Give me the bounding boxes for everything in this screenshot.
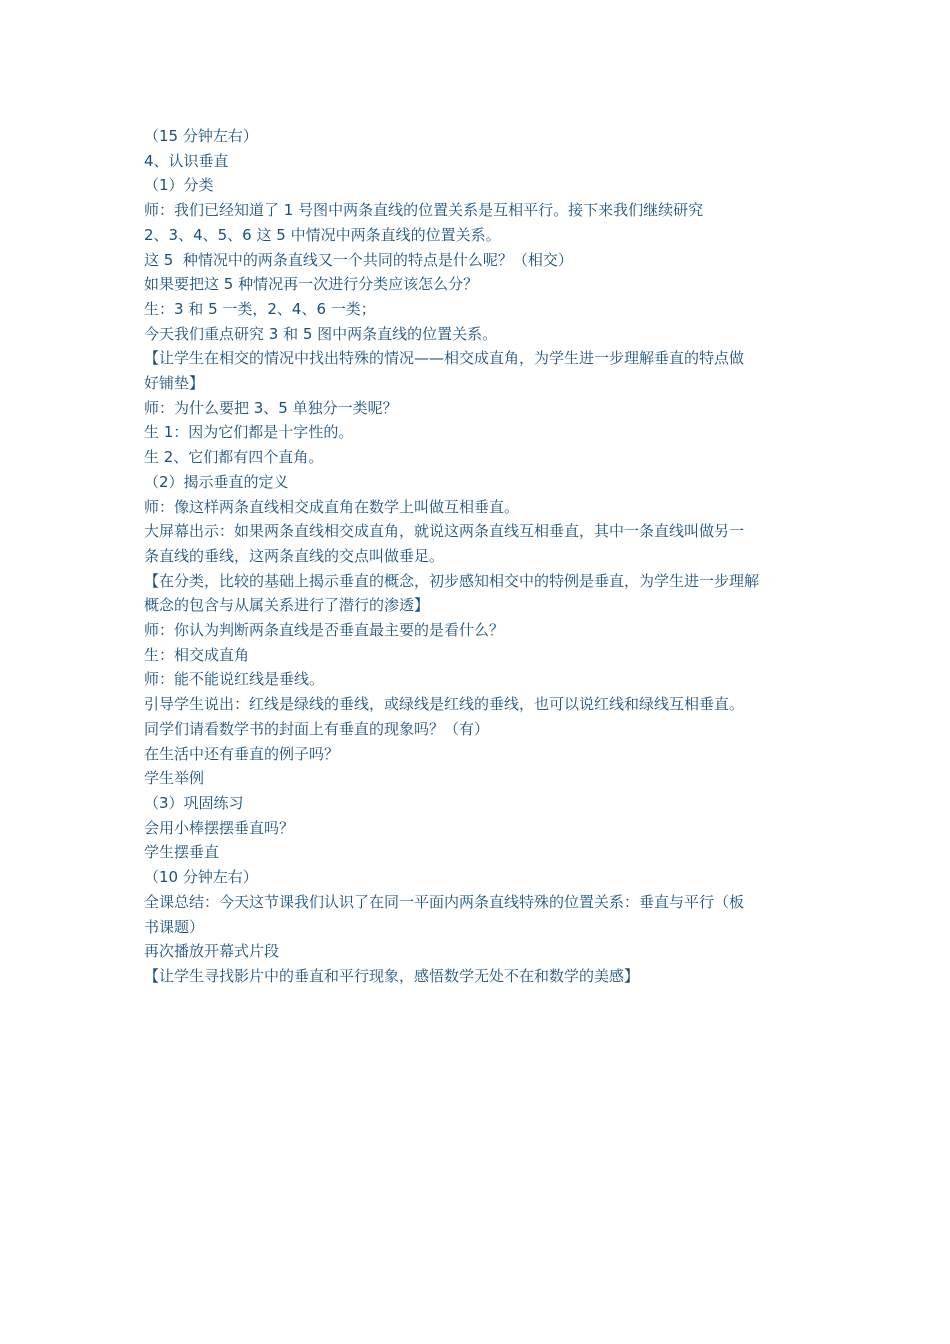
- paragraph-line: 生：相交成直角: [144, 645, 250, 664]
- design-note-line: 概念的包含与从属关系进行了潜行的渗透】: [144, 596, 430, 615]
- design-note-line: 【在分类，比较的基础上揭示垂直的概念，初步感知相交中的特例是垂直，为学生进一步理解: [144, 571, 760, 590]
- design-note-line: 【让学生在相交的情况中找出特殊的情况——相交成直角，为学生进一步理解垂直的特点做: [144, 349, 745, 368]
- paragraph-line: 师：为什么要把 3、5 单独分一类呢？: [144, 398, 398, 417]
- paragraph-line: 条直线的垂线，这两条直线的交点叫做垂足。: [144, 546, 445, 565]
- design-note-line: 好铺垫】: [144, 374, 205, 393]
- summary-line: 全课总结：今天这节课我们认识了在同一平面内两条直线特殊的位置关系：垂直与平行（板: [144, 892, 745, 911]
- subsection-practice: （3）巩固练习: [144, 793, 244, 812]
- paragraph-line: 大屏幕出示：如果两条直线相交成直角，就说这两条直线互相垂直，其中一条直线叫做另一: [144, 522, 745, 541]
- paragraph-line: 师：像这样两条直线相交成直角在数学上叫做互相垂直。: [144, 497, 520, 516]
- time-note-10min: （10 分钟左右）: [144, 868, 258, 887]
- paragraph-line: 会用小棒摆摆垂直吗？: [144, 818, 295, 837]
- paragraph-line: 这 5 种情况中的两条直线又一个共同的特点是什么呢？（相交）: [144, 250, 573, 269]
- paragraph-line: 学生摆垂直: [144, 843, 220, 862]
- paragraph-line: 今天我们重点研究 3 和 5 图中两条直线的位置关系。: [144, 324, 498, 343]
- paragraph-line: 再次播放开幕式片段: [144, 942, 280, 961]
- time-note-15min: （15 分钟左右）: [144, 127, 258, 145]
- paragraph-line: 同学们请看数学书的封面上有垂直的现象吗？（有）: [144, 719, 490, 738]
- paragraph-line: 师：你认为判断两条直线是否垂直最主要的是看什么？: [144, 621, 505, 640]
- paragraph-line: 生 2、它们都有四个直角。: [144, 448, 324, 467]
- paragraph-line: 学生举例: [144, 769, 205, 788]
- paragraph-line: 生：3 和 5 一类，2、4、6 一类；: [144, 299, 376, 318]
- paragraph-line: 引导学生说出：红线是绿线的垂线，或绿线是红线的垂线，也可以说红线和绿线互相垂直。: [144, 695, 745, 714]
- paragraph-line: 师：能不能说红线是垂线。: [144, 670, 325, 689]
- paragraph-line: 2、3、4、5、6 这 5 中情况中两条直线的位置关系。: [144, 225, 501, 244]
- paragraph-line: 如果要把这 5 种情况再一次进行分类应该怎么分？: [144, 275, 479, 294]
- paragraph-line: 生 1：因为它们都是十字性的。: [144, 423, 354, 442]
- paragraph-line: 师：我们已经知道了 1 号图中两条直线的位置关系是互相平行。接下来我们继续研究: [144, 201, 704, 220]
- design-note-line: 【让学生寻找影片中的垂直和平行现象，感悟数学无处不在和数学的美感】: [144, 966, 640, 985]
- document-body: [144, 124, 812, 989]
- paragraph-line: 在生活中还有垂直的例子吗？: [144, 744, 340, 763]
- summary-line: 书课题）: [144, 917, 205, 936]
- subsection-definition: （2）揭示垂直的定义: [144, 472, 289, 491]
- section-heading-perpendicular: 4、认识垂直: [144, 151, 229, 170]
- subsection-classify: （1）分类: [144, 176, 214, 195]
